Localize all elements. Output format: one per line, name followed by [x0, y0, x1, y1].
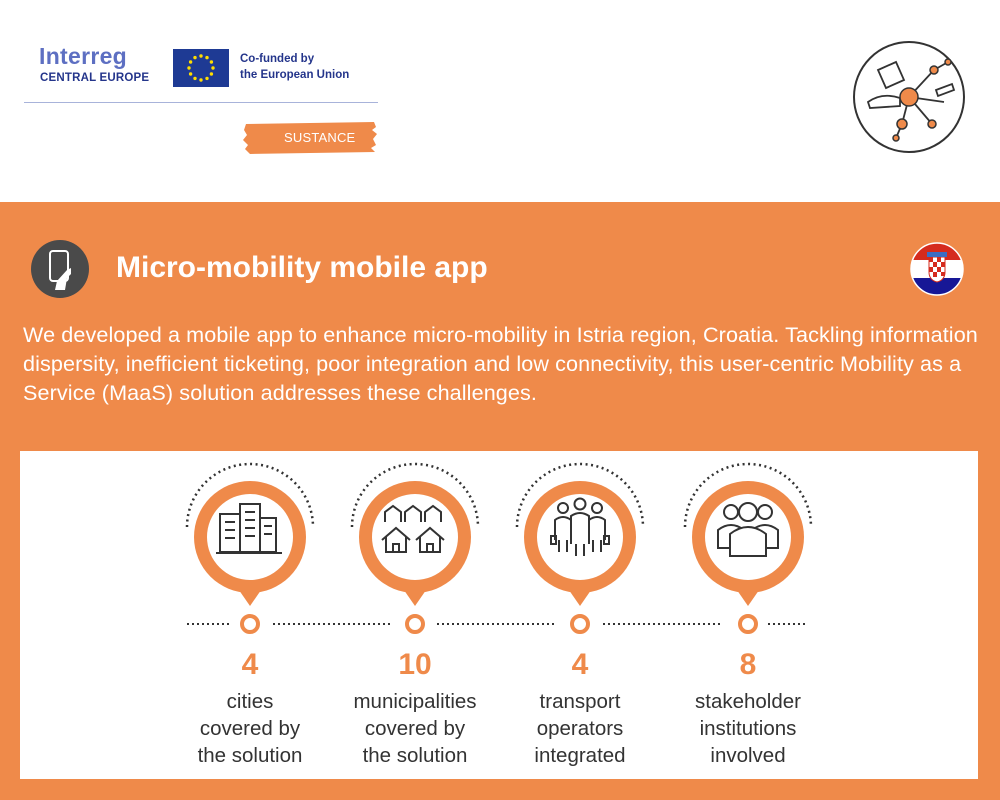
eu-cofunded-text — [240, 51, 349, 83]
people-group-icon — [718, 503, 778, 556]
eu-line-1: Co-funded by — [240, 53, 315, 65]
stat-value-cities: 4 — [241, 648, 259, 681]
interreg-subtitle: CENTRAL EUROPE — [40, 72, 150, 84]
interreg-wordmark: Interreg — [39, 43, 128, 69]
stat-label-cities — [165, 688, 335, 769]
eu-flag-icon — [173, 49, 229, 87]
header — [0, 0, 1000, 202]
stat-value-municipalities: 10 — [398, 648, 432, 681]
stat-value-stakeholders: 8 — [739, 648, 757, 681]
stat-label-line: stakeholder — [695, 690, 801, 713]
stat-label-line: covered by — [199, 717, 301, 740]
stat-pin-cities — [187, 464, 313, 632]
section-title: Micro-mobility mobile app — [116, 251, 488, 284]
stat-label-line: transport — [539, 690, 621, 713]
stat-pin-transport-operators — [517, 464, 643, 632]
eu-line-2: the European Union — [240, 69, 350, 81]
stat-label-line: operators — [536, 717, 624, 740]
project-badge-label: SUSTANCE — [284, 130, 356, 145]
section-description: We developed a mobile app to enhance micro-mobility in Istria region, Croatia. Tackling information dispersity, inefficient ticketing, poor integration and low connectivity, this user-centric Mobility as a Service (MaaS) solution addresses these challenges. — [23, 322, 978, 405]
logo-divider — [24, 102, 378, 103]
stat-label-line: the solution — [362, 744, 468, 767]
croatia-flag-icon — [910, 242, 964, 296]
stat-label-line: covered by — [364, 717, 466, 740]
stat-label-line: involved — [710, 744, 786, 767]
stat-label-line: integrated — [534, 744, 626, 767]
stat-label-transport-operators — [495, 688, 665, 769]
stat-label-stakeholders — [663, 688, 833, 769]
stats-infographic — [0, 451, 1000, 651]
stat-label-municipalities — [330, 688, 500, 769]
interreg-logo — [24, 44, 378, 104]
stat-label-line: municipalities — [353, 690, 477, 713]
mobile-phone-icon — [31, 240, 89, 298]
stat-label-line: institutions — [699, 717, 797, 740]
mobility-network-icon — [852, 40, 966, 154]
stat-pin-stakeholders — [685, 464, 811, 632]
stat-label-line: the solution — [197, 744, 303, 767]
stat-pin-municipalities — [352, 464, 478, 632]
stat-value-transport-operators: 4 — [571, 648, 589, 681]
stat-label-line: cities — [226, 690, 274, 713]
